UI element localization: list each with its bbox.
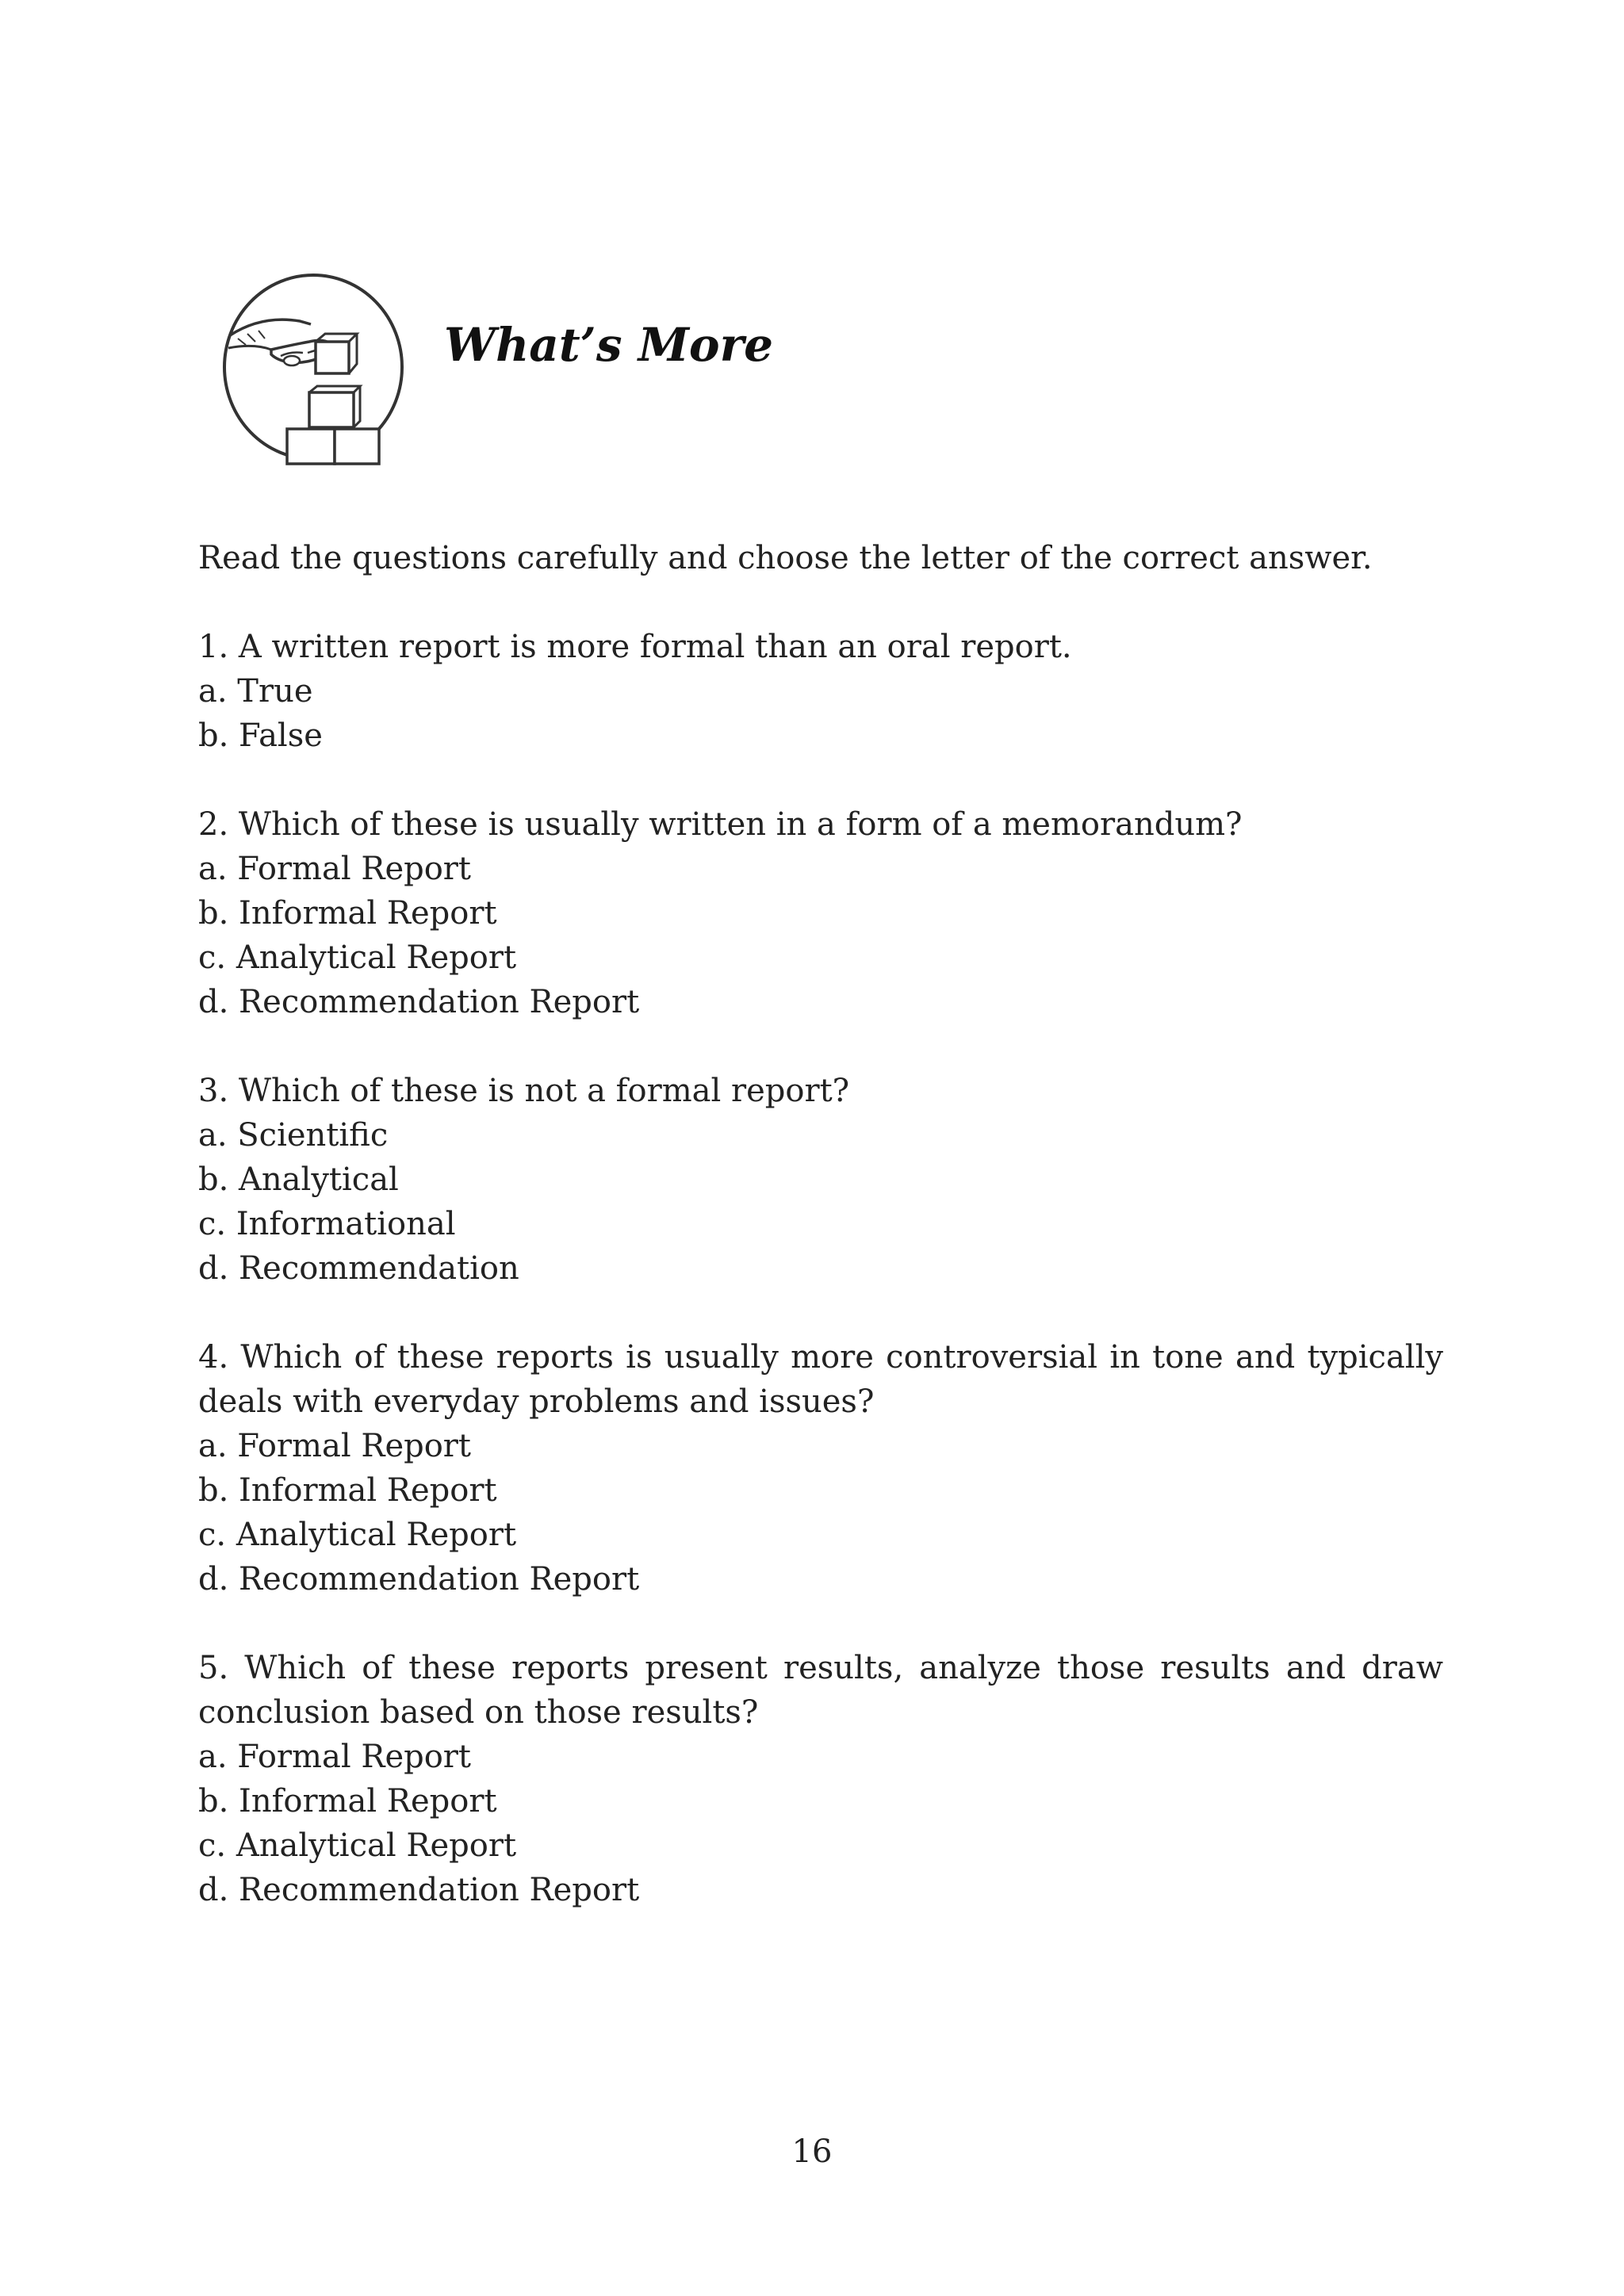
option-a: a. Scientific bbox=[198, 1117, 389, 1154]
worksheet-content bbox=[198, 536, 1443, 1957]
option-a: a. Formal Report bbox=[198, 851, 472, 887]
option-b: b. Informal Report bbox=[198, 895, 497, 932]
option-c: c. Analytical Report bbox=[198, 939, 517, 976]
question-stem: 3. Which of these is not a formal report? bbox=[198, 1073, 850, 1109]
option-b: b. False bbox=[198, 718, 323, 754]
question-2 bbox=[198, 802, 1443, 1024]
hand-stacking-blocks-icon bbox=[214, 266, 412, 472]
option-c: c. Analytical Report bbox=[198, 1517, 517, 1553]
option-d: d. Recommendation bbox=[198, 1250, 519, 1287]
option-d: d. Recommendation Report bbox=[198, 984, 640, 1020]
option-d: d. Recommendation Report bbox=[198, 1872, 640, 1908]
option-d: d. Recommendation Report bbox=[198, 1561, 640, 1598]
option-a: a. True bbox=[198, 673, 313, 710]
question-5 bbox=[198, 1646, 1443, 1912]
section-title: What’s More bbox=[444, 318, 774, 372]
instructions: Read the questions carefully and choose the letter of the correct answer. bbox=[198, 540, 1373, 576]
option-b: b. Informal Report bbox=[198, 1783, 497, 1820]
option-a: a. Formal Report bbox=[198, 1428, 472, 1464]
question-stem: 1. A written report is more formal than an oral report. bbox=[198, 629, 1072, 665]
question-stem: 5. Which of these reports present results, analyze those results and draw conclusion based on those results? bbox=[198, 1650, 1443, 1731]
option-b: b. Informal Report bbox=[198, 1472, 497, 1509]
question-1 bbox=[198, 625, 1443, 758]
page-number: 16 bbox=[791, 2133, 833, 2170]
question-stem: 4. Which of these reports is usually more controversial in tone and typically deals with everyday problems and issues? bbox=[198, 1339, 1443, 1420]
option-a: a. Formal Report bbox=[198, 1739, 472, 1775]
option-b: b. Analytical bbox=[198, 1161, 399, 1198]
question-3 bbox=[198, 1069, 1443, 1291]
question-4 bbox=[198, 1335, 1443, 1601]
option-c: c. Informational bbox=[198, 1206, 456, 1242]
option-c: c. Analytical Report bbox=[198, 1827, 517, 1864]
question-stem: 2. Which of these is usually written in a form of a memorandum? bbox=[198, 806, 1243, 843]
